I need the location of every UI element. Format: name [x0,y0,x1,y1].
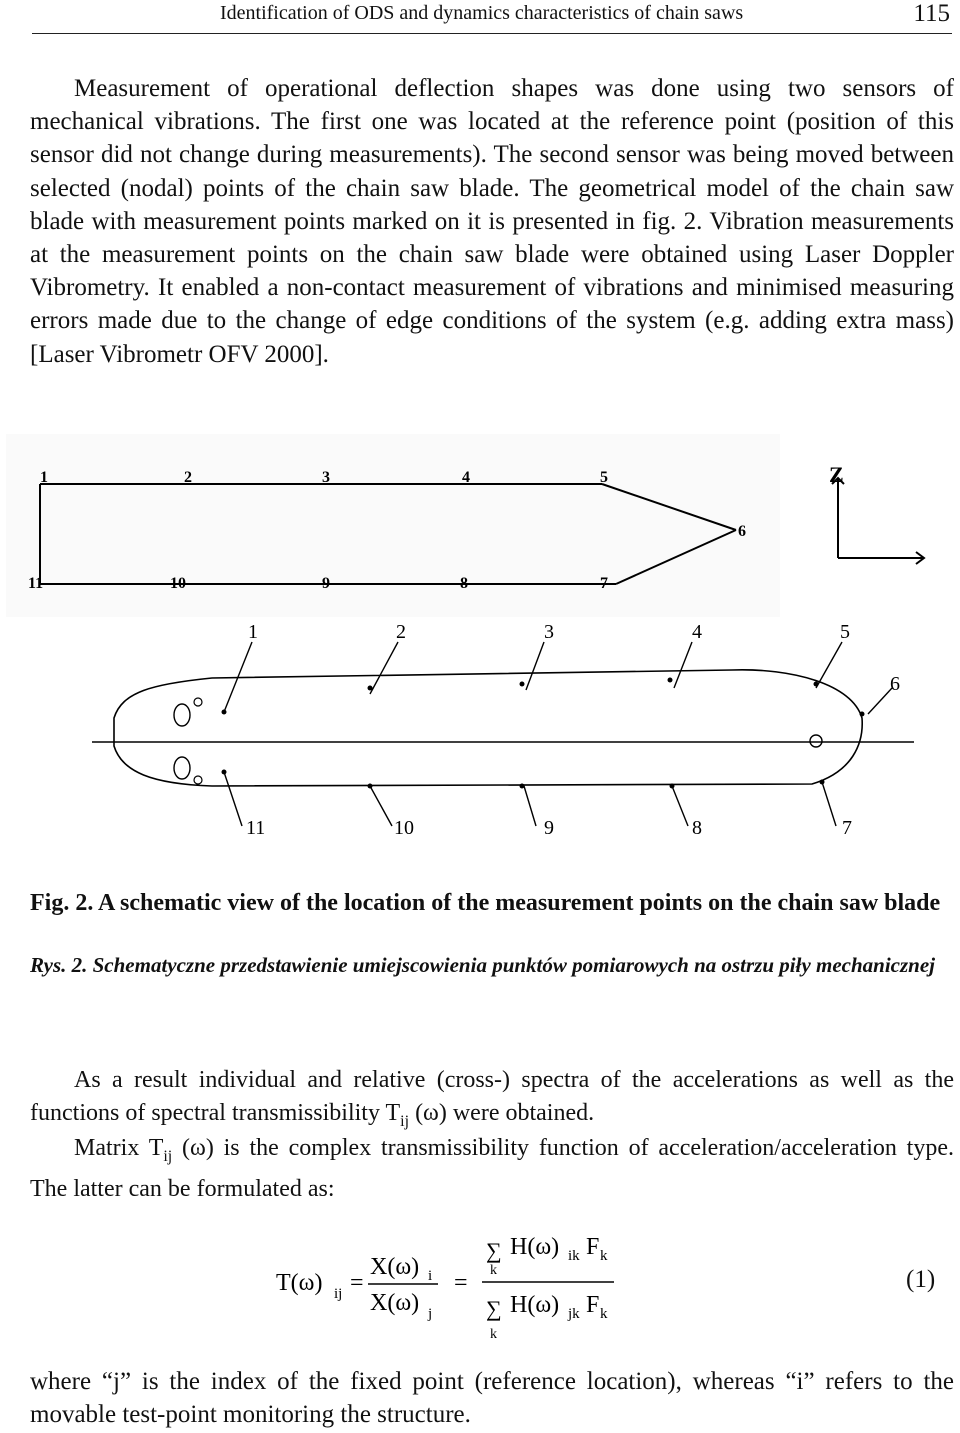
equation-number: (1) [906,1266,936,1293]
eq-lhs-sub: ij [334,1286,343,1302]
eq-den1-sub: j [428,1306,433,1322]
text-fragment: As a result individual and relative (cross-) spectra of the accelerations as well as the functions of spectral transmissibility T [30,1067,954,1126]
node-label-11: 11 [28,575,44,592]
eq-equals-1: = [350,1270,364,1296]
blade-label-5: 5 [840,622,850,643]
eq-den2: H(ω) [510,1292,560,1318]
figure-caption-pl: Rys. 2. Schematyczne przedstawienie umiejscowienia punktów pomiarowych na ostrzu piły mechanicznej [30,953,936,977]
page-number: 115 [913,0,950,27]
node-label-5: 5 [600,469,608,486]
eq-den1: X(ω) [370,1290,420,1316]
text-fragment: (ω) were obtained. [409,1100,595,1126]
blade-label-8: 8 [692,817,702,839]
body-paragraph-1: Measurement of operational deflection shapes was done using two sensors of mechanical vibrations. The first one was located at the reference point (position of this sensor did not change during measurements). The second sensor was being moved between selected (nodal) points of the chain saw blade. The geometrical model of the chain saw blade with measurement points marked on it is presented in fig. 2. Vibration measurements at the measurement points on the chain saw blade were obtained using Laser Doppler Vibrometry. It enabled a non-contact measurement of vibrations and minimised measuring errors made due to the change of edge conditions of the system (e.g. adding extra mass) [Laser Vibrometr OFV 2000]. [30,75,954,368]
running-header [32,0,952,34]
blade-label-3: 3 [544,622,554,643]
blade-label-10: 10 [394,817,414,839]
eq-den2-f-sub: k [600,1306,608,1322]
eq-num1-sub: i [428,1268,433,1284]
eq-equals-2: = [454,1270,468,1296]
eq-den2-sub: jk [568,1306,580,1322]
blade-label-4: 4 [692,622,702,643]
eq-lhs: T(ω) [276,1270,323,1296]
geometric-model-figure [6,434,780,617]
node-label-10: 10 [170,575,186,592]
running-title: Identification of ODS and dynamics characteristics of chain saws [220,2,744,24]
node-label-1: 1 [40,469,48,486]
node-label-6: 6 [738,523,746,540]
blade-figure [92,622,914,844]
eq-den2-f: F [586,1292,600,1318]
blade-label-2: 2 [396,622,406,643]
eq-num2-sub: ik [568,1248,580,1264]
node-label-3: 3 [322,469,330,486]
text-fragment: (ω) is the complex transmissibility function of acceleration/acceleration type. The latter can be formulated as: [30,1135,955,1202]
blade-label-7: 7 [842,817,852,839]
blade-label-9: 9 [544,817,554,839]
body-paragraph-4: where “j” is the index of the fixed point (reference location), whereas “i” refers to the movable test-point monitoring the structure. [30,1368,954,1428]
eq-sum-top: ∑ [486,1238,502,1263]
eq-num2: H(ω) [510,1234,560,1260]
subscript: ij [163,1148,173,1165]
blade-label-6: 6 [890,673,900,695]
blade-label-1: 1 [248,622,258,643]
eq-sum-bottom-index: k [490,1327,497,1342]
eq-sum-top-index: k [490,1263,497,1278]
blade-label-11: 11 [246,817,266,839]
node-label-2: 2 [184,469,192,486]
node-label-9: 9 [322,575,330,592]
text-fragment: Matrix T [74,1135,164,1161]
body-paragraph-3 [30,1132,954,1206]
equation-1 [270,1220,670,1350]
figure-caption-en: Fig. 2. A schematic view of the location of the measurement points on the chain saw blade [30,890,941,916]
eq-num2-f: F [586,1234,600,1260]
eq-sum-bottom: ∑ [486,1296,502,1321]
node-label-8: 8 [460,575,468,592]
axis-z-label: Z [829,462,844,487]
eq-num2-f-sub: k [600,1248,608,1264]
body-paragraph-2 [30,1064,954,1138]
node-label-4: 4 [462,469,470,486]
node-label-7: 7 [600,575,608,592]
eq-num1: X(ω) [370,1254,420,1280]
subscript: ij [400,1113,410,1130]
